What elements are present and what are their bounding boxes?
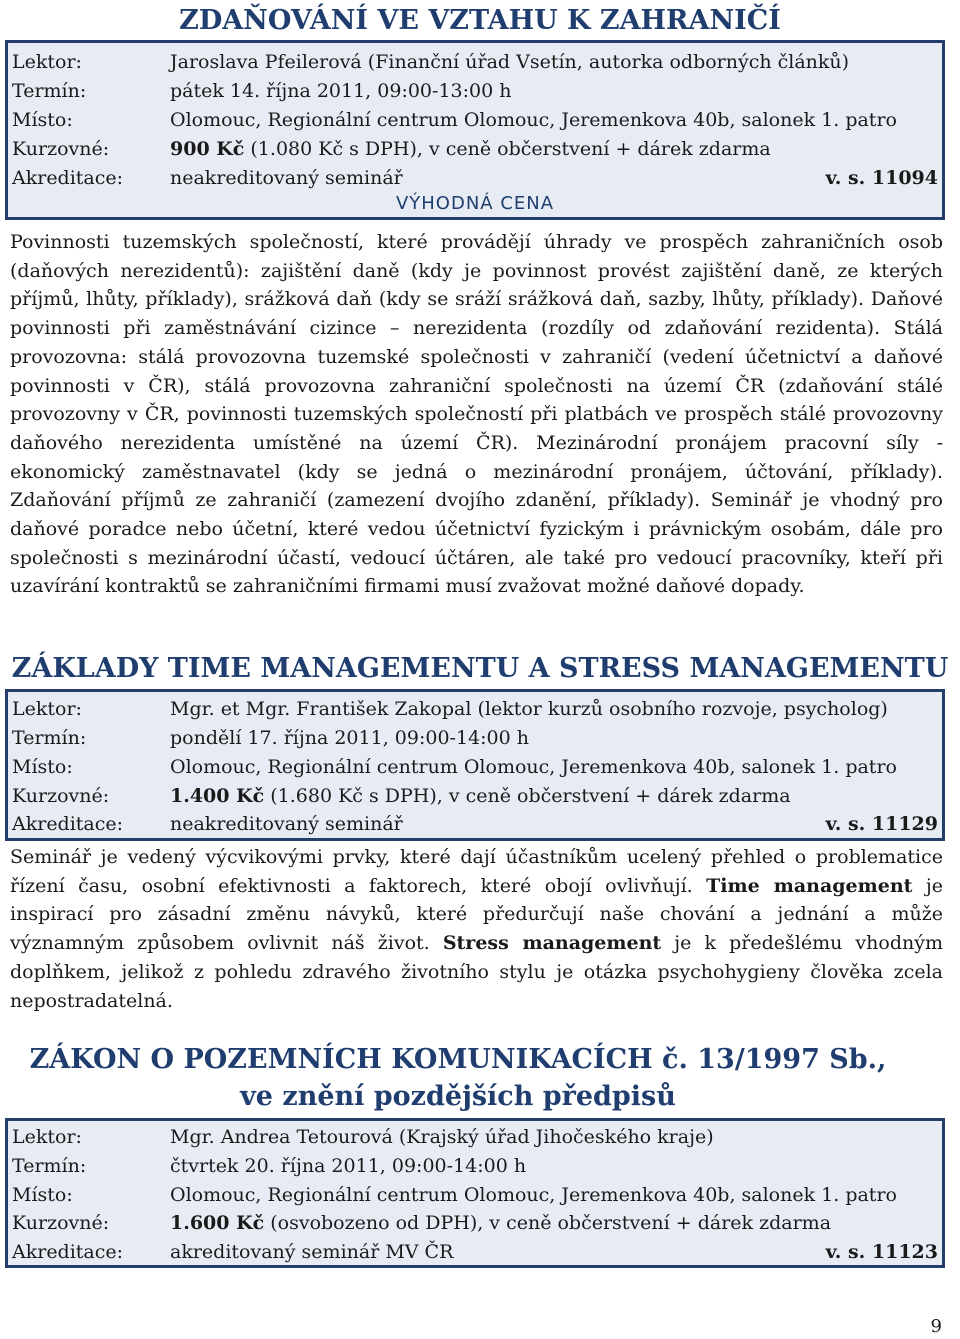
price: 1.600 Kč (170, 1212, 265, 1234)
akreditace-label: Akreditace: (12, 167, 124, 189)
lektor-value: Jaroslava Pfeilerová (Finanční úřad Vsetín, autorka odborných článků) (170, 51, 850, 73)
lektor-label: Lektor: (12, 698, 82, 720)
akreditace-label: Akreditace: (12, 813, 124, 835)
akreditace-value: akreditovaný seminář MV ČR (170, 1241, 454, 1263)
variable-symbol: v. s. 11129 (825, 813, 938, 835)
section-subtitle: ve znění pozdějších předpisů (240, 1081, 676, 1112)
seminar-info-box (5, 689, 945, 841)
akreditace-value: neakreditovaný seminář (170, 813, 403, 835)
seminar-description: Povinnosti tuzemských společností, které provádějí úhrady ve prospěch zahraničních osob (daňových nerezidentů): zajištění daně (kdy je povinnost provést zajištění daně, ze kterých příjmů, lhůty, příklady), srážková daň (kdy se sráží srážková daň, sazby, lhůty, příklady). Daňové povinnosti při zaměstnávání cizince – nerezidenta (rozdíly od zdaňování rezidenta). Stálá provozovna: stálá provozovna tuzemské společnosti v zahraničí (vedení účetnictví a daňové povinnosti v ČR), stálá provozovna zahraniční společnosti na území ČR (zdaňování stálé provozovny v ČR, povinnosti tuzemských společností při platbách ve prospěch stálé provozovny daňového nerezidenta umístěné na území ČR). Mezinárodní pronájem pracovní síly - ekonomický zaměstnavatel (kdy se jedná o mezinárodní pronájem, účtování, příklady). Zdaňování příjmů ze zahraničí (zamezení dvojího zdanění, příklady). Seminář je vhodný pro daňové poradce nebo účetní, které vedou účetnictví fyzickým i právnickým osobám, dále pro společnosti s mezinárodní účastí, vedoucí účtáren, ale také pro vedoucí pracovníky, kteří při uzavírání kontraktů se zahraničními firmami musí zvažovat možné daňové dopady. (10, 231, 943, 598)
misto-label: Místo: (12, 756, 73, 778)
termin-row (8, 77, 942, 106)
kurzovne-value (170, 135, 771, 164)
lektor-label: Lektor: (12, 51, 82, 73)
kurzovne-label: Kurzovné: (12, 785, 110, 807)
misto-row (8, 106, 942, 135)
description-emphasis: Stress management (442, 932, 662, 955)
misto-value: Olomouc, Regionální centrum Olomouc, Jeremenkova 40b, salonek 1. patro (170, 1184, 897, 1206)
termin-value: pondělí 17. října 2011, 09:00-14:00 h (170, 727, 529, 749)
price: 1.400 Kč (170, 785, 265, 807)
termin-row (8, 724, 942, 753)
termin-label: Termín: (12, 1155, 87, 1177)
termin-value: čtvrtek 20. října 2011, 09:00-14:00 h (170, 1155, 527, 1177)
price-details: (1.680 Kč s DPH), v ceně občerstvení + dárek zdarma (264, 785, 791, 807)
price-details: (osvobozeno od DPH), v ceně občerstvení + dárek zdarma (264, 1212, 832, 1234)
misto-row (8, 753, 942, 782)
lektor-label: Lektor: (12, 1126, 82, 1148)
kurzovne-row (8, 782, 942, 811)
lektor-row (8, 695, 942, 724)
description-text: je inspirací pro zásadní změnu návyků, které předurčují naše chování a jednání a může významným způsobem ovlivnit náš život. (10, 874, 943, 955)
misto-row (8, 1181, 942, 1210)
termin-label: Termín: (12, 727, 87, 749)
description-emphasis: Time management (706, 874, 913, 897)
price: 900 Kč (170, 138, 245, 160)
seminar-info-box (5, 40, 945, 220)
lektor-row (8, 48, 942, 77)
kurzovne-value (170, 782, 791, 811)
kurzovne-value (170, 1209, 831, 1238)
variable-symbol: v. s. 11094 (825, 167, 938, 189)
termin-value: pátek 14. října 2011, 09:00-13:00 h (170, 80, 512, 102)
promo-label: VÝHODNÁ CENA (395, 193, 555, 214)
akreditace-row (8, 164, 942, 193)
price-details: (1.080 Kč s DPH), v ceně občerstvení + dárek zdarma (244, 138, 771, 160)
variable-symbol: v. s. 11123 (825, 1241, 938, 1263)
kurzovne-label: Kurzovné: (12, 138, 110, 160)
misto-label: Místo: (12, 109, 73, 131)
kurzovne-label: Kurzovné: (12, 1212, 110, 1234)
akreditace-row (8, 810, 942, 839)
lektor-value: Mgr. Andrea Tetourová (Krajský úřad Jihočeského kraje) (170, 1126, 714, 1148)
section-title: ZÁKLADY TIME MANAGEMENTU A STRESS MANAGEMENTU (11, 653, 949, 684)
kurzovne-row (8, 1209, 942, 1238)
akreditace-label: Akreditace: (12, 1241, 124, 1263)
page-number: 9 (930, 1316, 942, 1337)
misto-value: Olomouc, Regionální centrum Olomouc, Jeremenkova 40b, salonek 1. patro (170, 756, 897, 778)
seminar-description (10, 843, 943, 1015)
seminar-info-box (5, 1118, 945, 1268)
lektor-row (8, 1123, 942, 1152)
termin-row (8, 1152, 942, 1181)
misto-label: Místo: (12, 1184, 73, 1206)
lektor-value: Mgr. et Mgr. František Zakopal (lektor kurzů osobního rozvoje, psycholog) (170, 698, 888, 720)
akreditace-row (8, 1238, 942, 1267)
termin-label: Termín: (12, 80, 87, 102)
kurzovne-row (8, 135, 942, 164)
description-text: je k předešlému vhodným doplňkem, jelikož z pohledu zdravého životního stylu je otázka psychohygieny člověka zcela nepostradatelná. (10, 932, 943, 1012)
section-title: ZDAŇOVÁNÍ VE VZTAHU K ZAHRANIČÍ (179, 5, 781, 36)
akreditace-value: neakreditovaný seminář (170, 167, 403, 189)
section-title: ZÁKON O POZEMNÍCH KOMUNIKACÍCH č. 13/1997 Sb., (29, 1044, 887, 1075)
description-text: Seminář je vedený výcvikovými prvky, které dají účastníkům ucelený přehled o problematice řízení času, osobní efektivnosti a faktorech, které obojí ovlivňují. (10, 846, 943, 897)
misto-value: Olomouc, Regionální centrum Olomouc, Jeremenkova 40b, salonek 1. patro (170, 109, 897, 131)
